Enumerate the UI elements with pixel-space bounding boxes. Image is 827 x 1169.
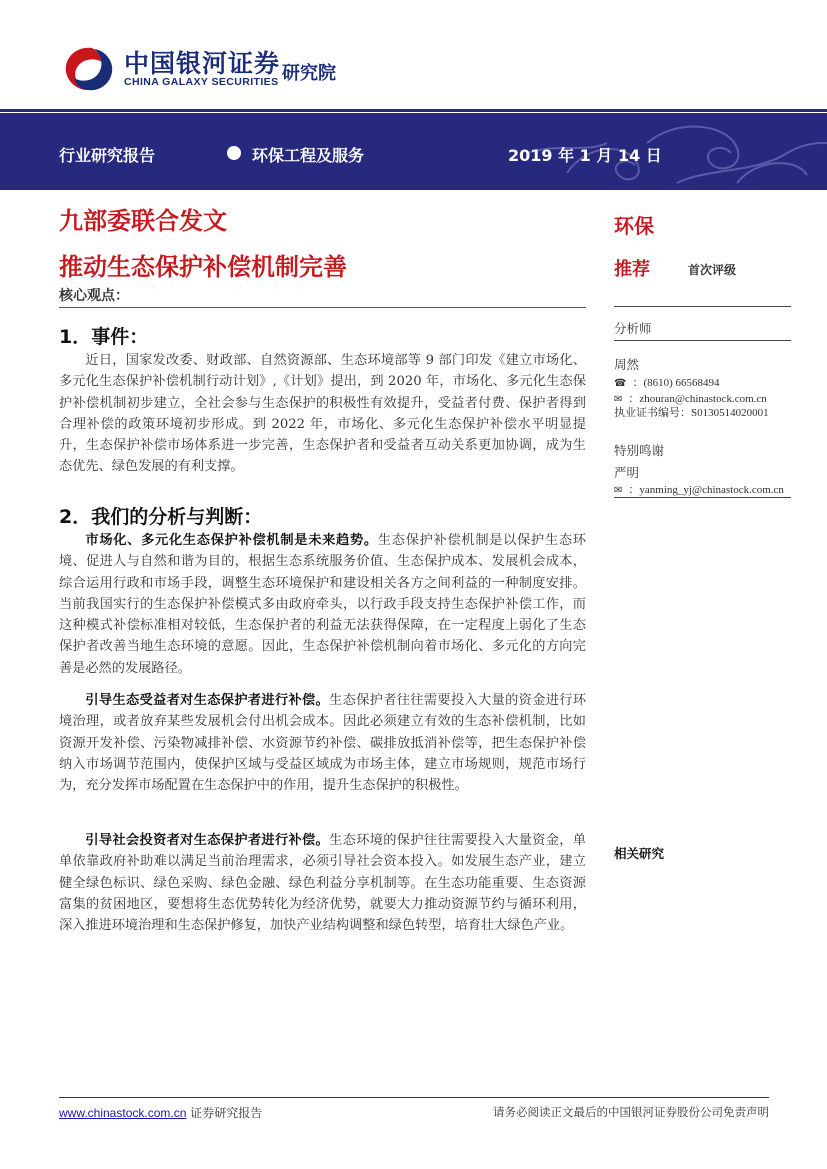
analyst-name: 周然 <box>614 357 640 372</box>
section1-heading: 1．事件： <box>59 326 149 348</box>
analyst-license: 执业证书编号：S0130514020001 <box>614 407 769 419</box>
thanks-email-address[interactable]: ：yanming_yj@chinastock.com.cn <box>628 484 784 496</box>
band-top-stripe <box>0 109 827 112</box>
section2-paragraph-2 <box>59 690 586 796</box>
report-type: 行业研究报告 <box>59 146 156 165</box>
logo-english-name: CHINA GALAXY SECURITIES <box>124 76 279 88</box>
analyst-phone <box>614 374 720 390</box>
report-title-line1: 九部委联合发文 <box>59 207 227 235</box>
paragraph-3-lead: 引导社会投资者对生态保护者进行补偿。 <box>85 833 330 848</box>
report-date: 2019 年 1 月 14 日 <box>508 146 662 165</box>
paragraph-1-lead: 市场化、多元化生态保护补偿机制是未来趋势。 <box>85 533 378 548</box>
logo-chinese-name: 中国银河证券 <box>124 49 281 78</box>
analyst-email-address[interactable]: ：zhouran@chinastock.com.cn <box>628 393 767 405</box>
bullet-dot-icon <box>227 146 241 160</box>
thanks-email[interactable] <box>614 481 784 497</box>
website-link[interactable]: www.chinastock.com.cn <box>59 1106 187 1120</box>
related-research-label: 相关研究 <box>614 846 665 861</box>
core-divider <box>59 307 586 308</box>
analyst-phone-number: ：(8610) 66568494 <box>632 377 720 389</box>
section2-heading: 2．我们的分析与判断： <box>59 506 263 528</box>
sidebar-divider-2 <box>614 340 791 341</box>
footer-disclaimer: 请务必阅读正文最后的中国银河证券股份公司免责声明 <box>493 1105 769 1119</box>
sidebar-divider-1 <box>614 306 791 307</box>
footer-divider <box>59 1097 769 1098</box>
sidebar-rating: 推荐 <box>614 259 650 280</box>
footer-left-text: 证券研究报告 <box>186 1106 263 1120</box>
mail-icon: ✉ <box>614 394 623 405</box>
institute-label: 研究院 <box>282 63 336 84</box>
sidebar-sector: 环保 <box>614 214 654 238</box>
phone-icon: ☎ <box>614 378 627 389</box>
thanks-label: 特别鸣谢 <box>614 443 665 458</box>
analyst-label: 分析师 <box>614 321 652 336</box>
thanks-name: 严明 <box>614 465 640 480</box>
core-view-label: 核心观点： <box>59 288 129 304</box>
paragraph-3-body: 生态环境的保护往往需要投入大量资金，单单依靠政府补助难以满足当前治理需求，必须引导社会资本投入。如发展生态产业，建立健全绿色标识、绿色采购、绿色金融、绿色利益分享机制等。在生态功能重要、生态资源富集的贫困地区，要想将生态优势转化为经济优势，就要大力推动资源节约与循环利用，深入推进环境治理和生态保护修复，加快产业结构调整和绿色转型，培育壮大绿色产业。 <box>59 833 587 934</box>
sidebar-rating-note: 首次评级 <box>688 263 737 277</box>
report-title-line2: 推动生态保护补偿机制完善 <box>59 253 347 281</box>
sidebar-divider-3 <box>614 497 791 498</box>
section2-paragraph-3 <box>59 830 586 936</box>
section1-paragraph: 近日，国家发改委、财政部、自然资源部、生态环境部等 9 部门印发《建立市场化、多元化生态保护补偿机制行动计划》,《计划》提出，到 2020 年，市场化、多元化生态保护补偿机制初步建立，全社会参与生态保护的积极性有效提升，受益者付费、保护者得到合理补偿的政策环境初步形成。到 2022 年，市场化、多元化生态保护补偿水平明显提升，生态保护补偿市场体系进一步完善，生态保护者和受益者互动关系更加协调，成为生态优先、绿色发展的有利支撑。 <box>59 353 586 475</box>
mail-icon: ✉ <box>614 485 623 496</box>
paragraph-2-lead: 引导生态受益者对生态保护者进行补偿。 <box>85 693 330 708</box>
footer-left <box>59 1104 262 1121</box>
section2-paragraph-1 <box>59 530 586 679</box>
sector-name: 环保工程及服务 <box>252 146 365 165</box>
paragraph-2-body: 生态保护者往往需要投入大量的资金进行环境治理，或者放弃某些发展机会付出机会成本。因此必须建立有效的生态补偿机制，比如资源开发补偿、污染物减排补偿、水资源节约补偿、碳排放抵消补偿等，把生态保护补偿纳入市场调节范围内，使保护区域与受益区域成为市场主体，建立市场规则，规范市场行为，充分发挥市场配置在生态保护中的作用，提升生态保护的积极性。 <box>59 693 587 794</box>
paragraph-1-body: 生态保护补偿机制是以保护生态环境、促进人与自然和谐为目的，根据生态系统服务价值、生态保护成本、发展机会成本，综合运用行政和市场手段，调整生态环境保护和建设相关各方之间利益的一种制度安排。当前我国实行的生态保护补偿模式多由政府牵头，以行政手段支持生态保护补偿工作，而这种模式补偿标准相对较低，生态保护者的利益无法获得保障，在一定程度上弱化了生态保护者改善当地生态环境的意愿。因此，生态保护补偿机制向着市场化、多元化的方向完善是必然的发展路径。 <box>59 533 586 676</box>
galaxy-logo-icon <box>62 44 116 94</box>
